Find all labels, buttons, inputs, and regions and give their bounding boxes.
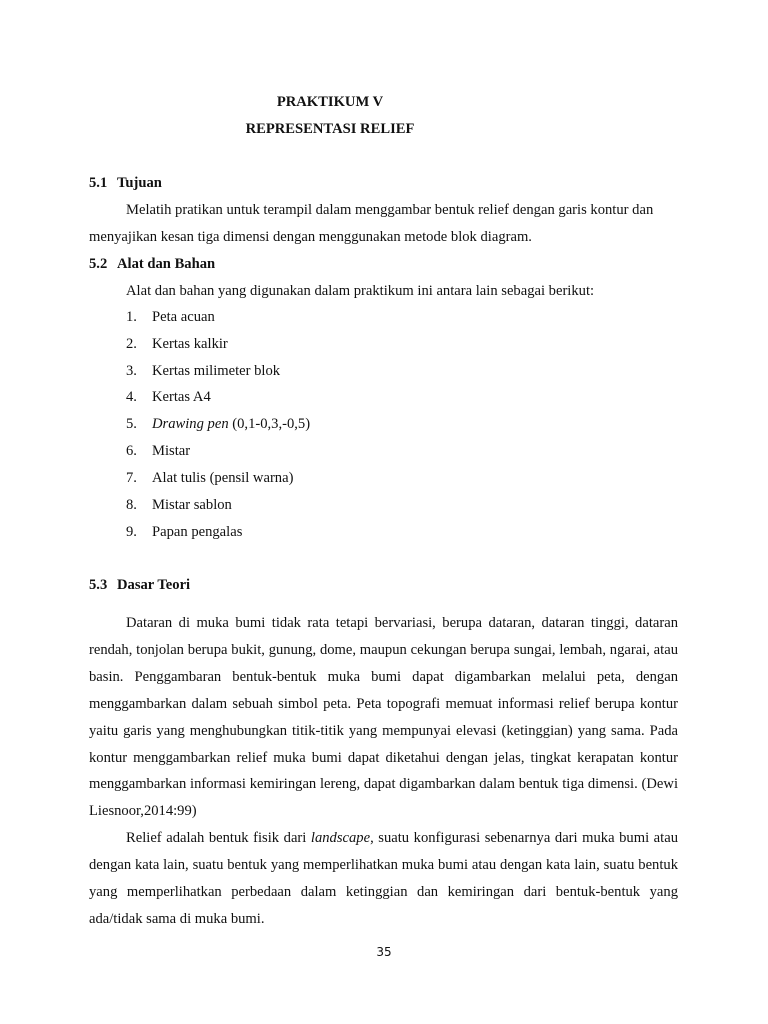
section-heading-alat — [89, 255, 215, 273]
list-item: 8. Mistar sablon — [126, 497, 232, 513]
section-number: 5.3 — [89, 577, 108, 593]
section-title: Dasar Teori — [117, 577, 191, 593]
page-number: 35 — [376, 945, 392, 959]
tujuan-line-1: Melatih pratikan untuk terampil dalam menggambar bentuk relief dengan garis kontur dan — [126, 202, 654, 218]
section-number: 5.2 — [89, 256, 108, 272]
alat-intro: Alat dan bahan yang digunakan dalam praktikum ini antara lain sebagai berikut: — [126, 283, 595, 299]
list-item: 2. Kertas kalkir — [126, 336, 228, 352]
list-item: 6. Mistar — [126, 443, 191, 459]
tujuan-line-2: menyajikan kesan tiga dimensi dengan menggunakan metode blok diagram. — [89, 229, 532, 245]
dasar-teori-paragraph-1: Dataran di muka bumi tidak rata tetapi bervariasi, berupa dataran, dataran tinggi, dataran rendah, tonjolan berupa bukit, gunung, dome, maupun cekungan berupa sungai, lembah, ngarai, atau basin. Penggambaran bentuk-bentuk muka bumi dapat digambarkan melalui peta, dengan menggambarkan dalam sebuah simbol peta. Peta topografi memuat informasi relief berupa kontur yaitu garis yang menghubungkan titik-titik yang mempunyai elevasi (ketinggian) yang sama. Pada kontur menggambarkan relief muka bumi dapat diketahui dengan jelas, tingkat kerapatan kontur menggambarkan informasi kemiringan lereng, dapat digambarkan dalam bentuk tiga dimensi. (Dewi Liesnoor,2014:99) — [89, 615, 678, 820]
list-item: 3. Kertas milimeter blok — [126, 363, 281, 379]
section-heading-tujuan — [89, 174, 162, 192]
section-title: Alat dan Bahan — [117, 256, 216, 272]
page-title: PRAKTIKUM V — [276, 94, 384, 110]
list-item: 4. Kertas A4 — [126, 389, 211, 405]
list-item: 7. Alat tulis (pensil warna) — [126, 470, 294, 486]
list-item: 5. Drawing pen (0,1-0,3,-0,5) — [126, 416, 311, 432]
list-item: 1. Peta acuan — [126, 309, 215, 325]
section-title: Tujuan — [117, 175, 162, 191]
page-subtitle: REPRESENTASI RELIEF — [245, 121, 415, 137]
section-heading-dasar-teori — [89, 576, 190, 594]
section-number: 5.1 — [89, 175, 108, 191]
list-item: 9. Papan pengalas — [126, 524, 243, 540]
dasar-teori-paragraph-2: Relief adalah bentuk fisik dari landscape, suatu konfigurasi sebenarnya dari muka bumi atau dengan kata lain, suatu bentuk yang memperlihatkan muka bumi atau dengan kata lain, suatu bentuk yang memperlihatkan perbedaan dalam ketinggian dan kemiringan dari bentuk-bentuk yang ada/tidak sama di muka bumi. — [89, 830, 678, 927]
